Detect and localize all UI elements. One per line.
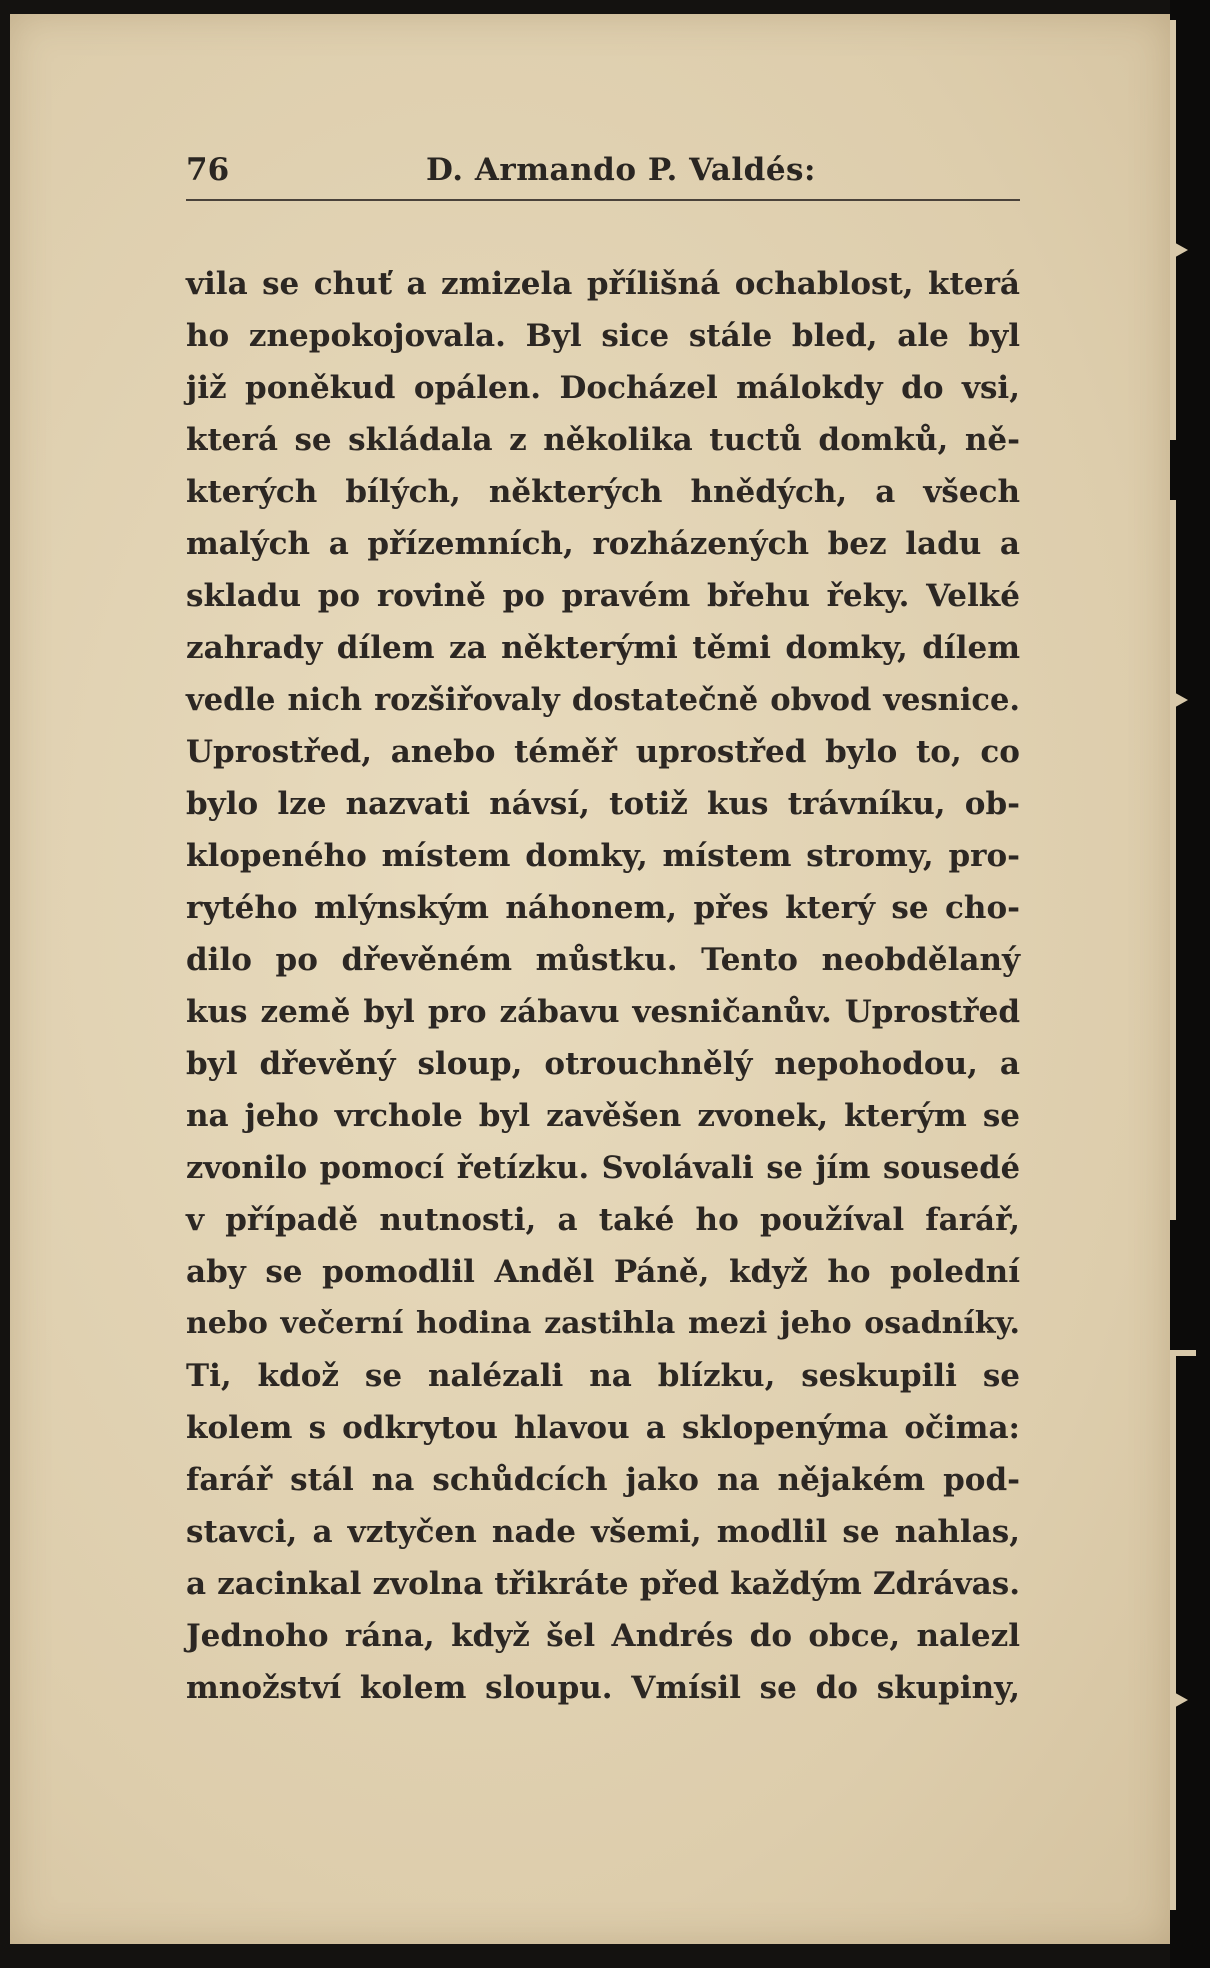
page-number: 76	[186, 152, 230, 188]
header-rule	[186, 199, 1020, 201]
edge-corner-bottom	[1170, 1350, 1196, 1356]
text-line: zahrady dílem za některými těmi domky, dílem	[186, 630, 1020, 666]
text-line: kolem s odkrytou hlavou a sklopenýma očima:	[186, 1410, 1020, 1446]
text-line: nebo večerní hodina zastihla mezi jeho osadníky.	[186, 1306, 1020, 1341]
text-line: malých a přízemních, rozházených bez ladu a	[186, 526, 1020, 562]
text-line: množství kolem sloupu. Vmísil se do skupiny,	[186, 1670, 1020, 1706]
text-line: dilo po dřevěném můstku. Tento neobdělaný	[186, 942, 1020, 978]
edge-tick-mark	[1170, 690, 1188, 710]
text-line: aby se pomodlil Anděl Páně, když ho polední	[186, 1254, 1020, 1290]
text-line: Ti, kdož se nalézali na blízku, seskupili se	[186, 1358, 1020, 1394]
text-line: ho znepokojovala. Byl sice stále bled, ale byl	[186, 318, 1020, 354]
edge-strip-middle	[1170, 500, 1176, 1220]
edge-strip-bottom	[1170, 1350, 1176, 1910]
text-line: stavci, a vztyčen nade všemi, modlil se nahlas,	[186, 1514, 1020, 1550]
body-text	[186, 258, 1020, 1714]
text-line: Uprostřed, anebo téměř uprostřed bylo to, co	[186, 734, 1020, 770]
book-binding-edge	[1170, 0, 1210, 1968]
text-line: skladu po rovině po pravém břehu řeky. Velké	[186, 578, 1020, 614]
text-line: kus země byl pro zábavu vesničanův. Uprostřed	[186, 994, 1020, 1030]
text-line: vila se chuť a zmizela přílišná ochablost, která	[186, 266, 1020, 302]
text-line: byl dřevěný sloup, otrouchnělý nepohodou, a	[186, 1046, 1020, 1082]
edge-strip-top	[1170, 20, 1176, 440]
text-line: v případě nutnosti, a také ho používal farář,	[186, 1202, 1020, 1238]
edge-tick-mark	[1170, 240, 1188, 260]
running-head	[186, 148, 1020, 194]
text-line: a zacinkal zvolna třikráte před každým Zdrávas.	[186, 1566, 1020, 1602]
text-line: na jeho vrchole byl zavěšen zvonek, kterým se	[186, 1098, 1020, 1134]
text-line: kterých bílých, některých hnědých, a všech	[186, 474, 1020, 510]
text-line: rytého mlýnským náhonem, přes který se cho-	[186, 890, 1020, 926]
text-line: která se skládala z několika tuctů domků, ně-	[186, 422, 1020, 458]
text-line: Jednoho rána, když šel Andrés do obce, nalezl	[186, 1618, 1020, 1654]
text-line: bylo lze nazvati návsí, totiž kus trávníku, ob-	[186, 786, 1020, 822]
text-line: farář stál na schůdcích jako na nějakém pod-	[186, 1462, 1020, 1498]
text-line: klopeného místem domky, místem stromy, pro-	[186, 838, 1020, 874]
edge-tick-mark	[1170, 1690, 1188, 1710]
text-line: vedle nich rozšiřovaly dostatečně obvod vesnice.	[186, 682, 1020, 718]
running-title: D. Armando P. Valdés:	[426, 152, 816, 188]
text-line: zvonilo pomocí řetízku. Svolávali se jím sousedé	[186, 1150, 1020, 1186]
text-line: již poněkud opálen. Docházel málokdy do vsi,	[186, 370, 1020, 406]
